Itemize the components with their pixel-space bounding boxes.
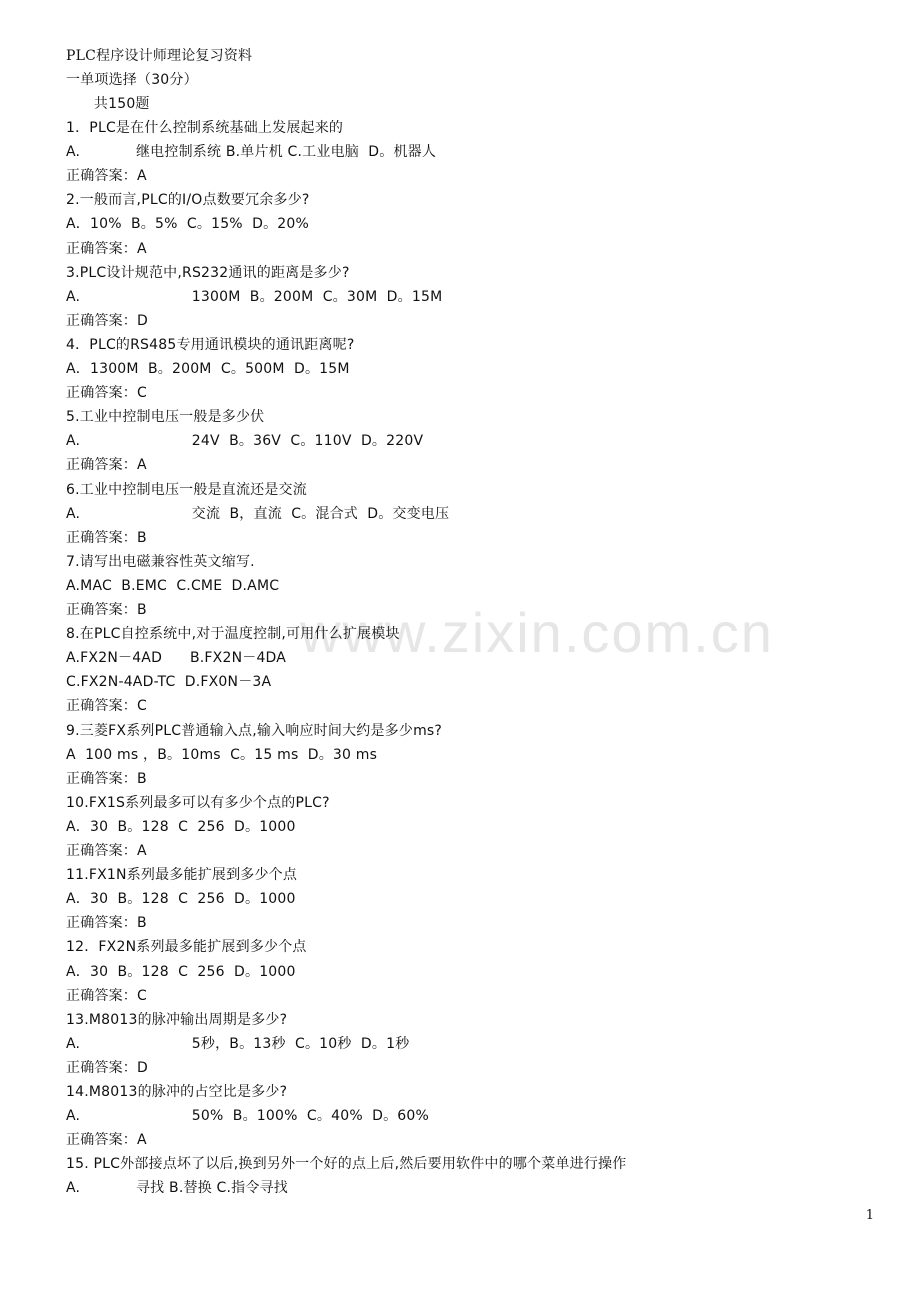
options-line: A 100 ms ，B。10ms C。15 ms D。30 ms <box>66 746 378 763</box>
options-line: A．10% B。5% C。15% D。20% <box>66 216 309 233</box>
question-line: 3.PLC设计规范中,RS232通讯的距离是多少? <box>66 264 350 281</box>
question-line: 1．PLC是在什么控制系统基础上发展起来的 <box>66 120 344 136</box>
question-line: 11.FX1N系列最多能扩展到多少个点 <box>66 867 298 884</box>
options-line: A．30 B。128 C 256 D。1000 <box>66 963 296 980</box>
question-line: 14.M8013的脉冲的占空比是多少? <box>66 1084 288 1100</box>
options-line: A．30 B。128 C 256 D。1000 <box>66 891 296 908</box>
question-line: 6.工业中控制电压一般是直流还是交流 <box>66 481 307 498</box>
question-line: 13.M8013的脉冲输出周期是多少? <box>66 1011 288 1028</box>
page-number: 1 <box>865 1208 874 1223</box>
answer-line: 正确答案：D <box>66 1059 148 1076</box>
answer-line: 正确答案：A <box>66 1132 147 1149</box>
options-line: A. 交流 B，直流 C。混合式 D。交变电压 <box>66 505 450 522</box>
answer-line: 正确答案：B <box>66 529 147 546</box>
answer-line: 正确答案：A <box>66 240 147 257</box>
answer-line: 正确答案：A <box>66 457 147 474</box>
section-heading: 一单项选择（30分） <box>66 72 198 88</box>
options-line: A. 5秒，B。13秒 C。10秒 D。1秒 <box>66 1035 410 1052</box>
question-line: 9.三菱FX系列PLC普通输入点,输入响应时间大约是多少ms? <box>66 722 443 739</box>
options-line: A．30 B。128 C 256 D。1000 <box>66 818 296 835</box>
question-line: 12．FX2N系列最多能扩展到多少个点 <box>66 939 307 956</box>
watermark: www.zixin.com.cn <box>300 601 774 664</box>
question-line: 15. PLC外部接点坏了以后,换到另外一个好的点上后,然后要用软件中的哪个菜单进行操作 <box>66 1156 627 1173</box>
options-line: A. 50% B。100% C。40% D。60% <box>66 1108 430 1125</box>
options-line: A. 继电控制系统 B.单片机 C.工业电脑 D。机器人 <box>66 144 437 161</box>
options-line: A.FX2N－4AD B.FX2N－4DA <box>66 650 287 667</box>
question-line: 2.一般而言,PLC的I/O点数要冗余多少? <box>66 192 310 209</box>
answer-line: 正确答案：C <box>66 987 147 1004</box>
options-line: A．1300M B。200M C。500M D。15M <box>66 361 350 377</box>
options-line: A.MAC B.EMC C.CME D.AMC <box>66 577 280 594</box>
answer-line: 正确答案：A <box>66 843 147 859</box>
answer-line: 正确答案：C <box>66 385 147 402</box>
question-count: 共150题 <box>66 96 150 112</box>
document-title: PLC程序设计师理论复习资料 <box>66 48 253 64</box>
question-line: 10.FX1S系列最多可以有多少个点的PLC? <box>66 794 330 811</box>
options-line: C.FX2N-4AD-TC D.FX0N－3A <box>66 674 272 691</box>
options-line: A. 1300M B。200M C。30M D。15M <box>66 288 443 305</box>
answer-line: 正确答案：C <box>66 698 147 715</box>
answer-line: 正确答案：B <box>66 915 147 932</box>
answer-line: 正确答案：A <box>66 168 147 185</box>
answer-line: 正确答案：B <box>66 770 147 787</box>
question-line: 4．PLC的RS485专用通讯模块的通讯距离呢? <box>66 336 355 353</box>
question-line: 8.在PLC自控系统中,对于温度控制,可用什么扩展模块 <box>66 626 400 643</box>
options-line: A. 24V B。36V C。110V D。220V <box>66 433 424 450</box>
options-line: A. 寻找 B.替换 C.指令寻找 <box>66 1180 288 1197</box>
question-line: 5.工业中控制电压一般是多少伏 <box>66 409 265 426</box>
answer-line: 正确答案：B <box>66 602 147 618</box>
question-line: 7.请写出电磁兼容性英文缩写. <box>66 553 255 570</box>
answer-line: 正确答案：D <box>66 312 148 329</box>
